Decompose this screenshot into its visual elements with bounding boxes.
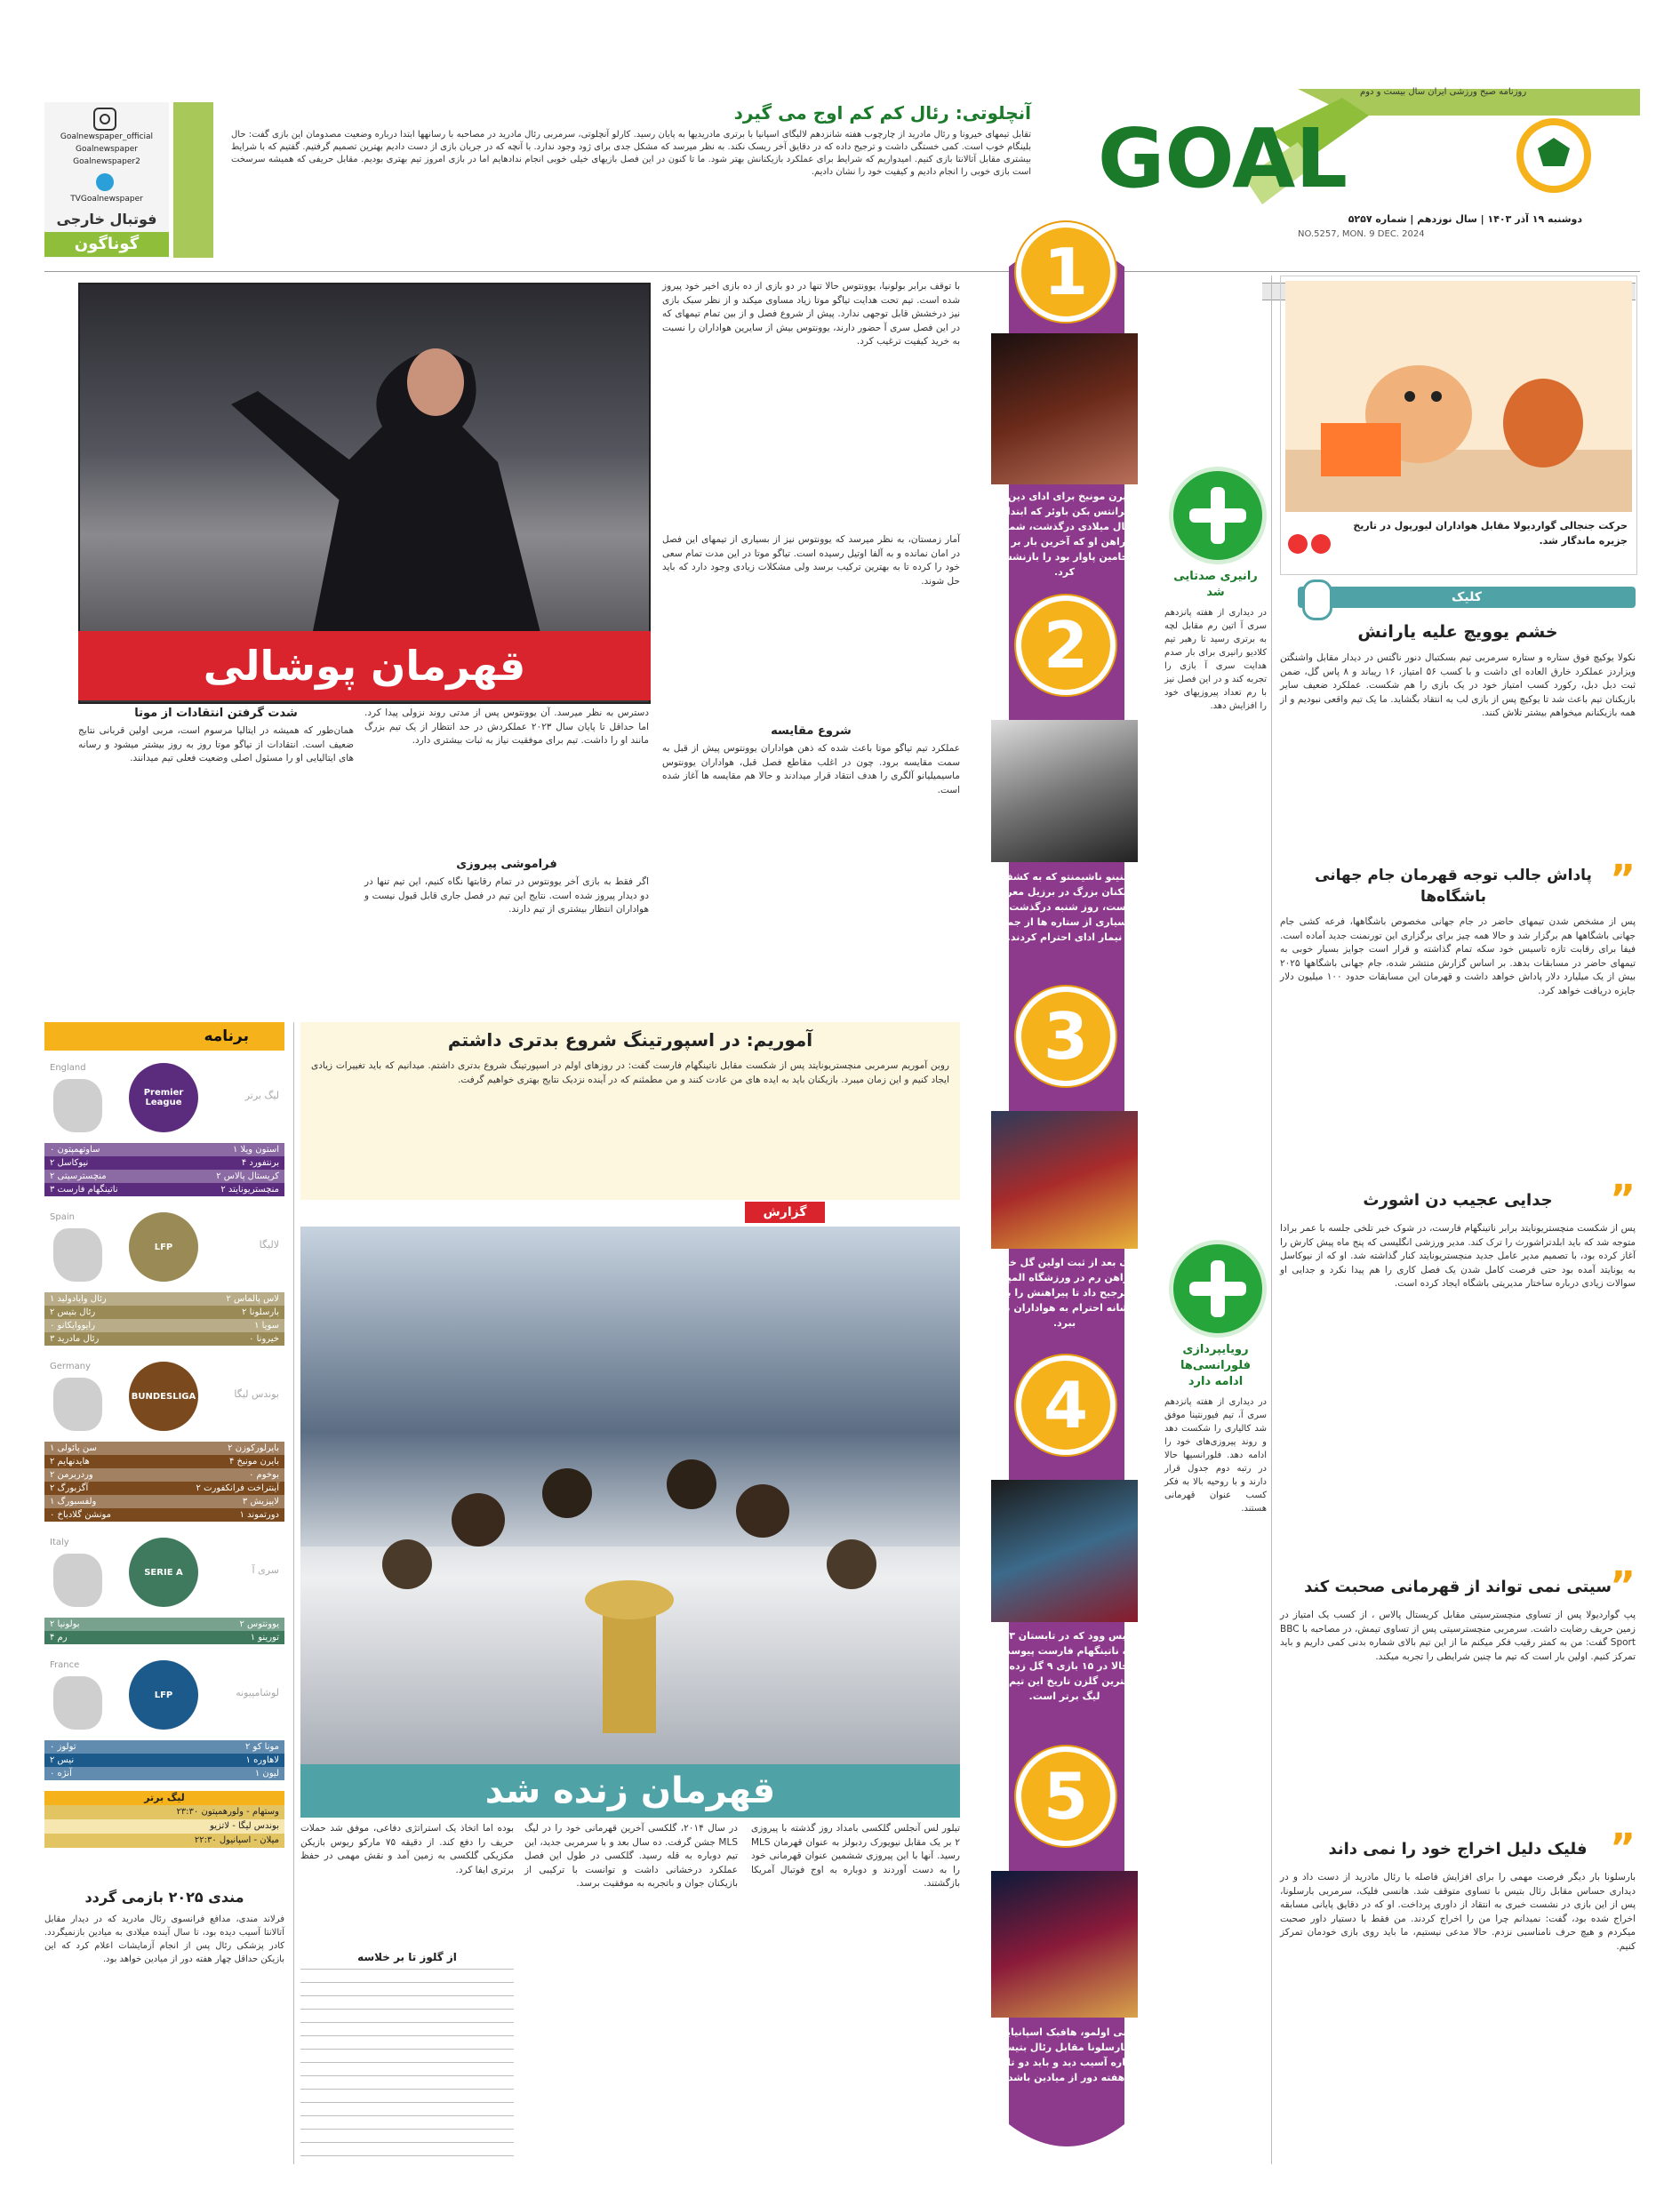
home-team: برنتفورد ۴ bbox=[241, 1158, 279, 1168]
logo-text: GOAL bbox=[1097, 111, 1348, 206]
league-badge-icon bbox=[129, 1538, 198, 1607]
story-body: بارسلونا بار دیگر فرصت مهمی را برای افزایش فاصله با رئال مادرید از دست داد و در دیداری حساس مقابل رئال بتیس با تساوی متوقف شد. هانسی فلیک، سرمربی بارسلونا، پس از این بازی در نشست خبری به انتقاد از داوری پرداخت. او که در دقایق پایانی مسابقه اخراج شده بود، گفت: نمیدانم چرا من را اخراج کردند. من فقط با دستیار داور صحبت میکردم و هیچ حرف نامناسبی نزدم. حالا مدعی نیستیم، ما باید روی بازی خودمان تمرکز کنیم. bbox=[1280, 1872, 1636, 1952]
cartoon-caption: حرکت جنجالی گواردیولا مقابل هواداران لیورپول در تاریخ جزیره ماندگار شد. bbox=[1353, 520, 1628, 547]
cartoon-drawing bbox=[1285, 281, 1632, 512]
home-team: بایرلورکوزن ۲ bbox=[228, 1443, 279, 1453]
league-country: England bbox=[50, 1063, 86, 1073]
story-title: سیتی نمی تواند از قهرمانی صحبت کند bbox=[1304, 1578, 1612, 1596]
result-row bbox=[44, 1631, 284, 1644]
country-map-icon bbox=[53, 1378, 102, 1431]
sporting-headline: آموریم: در اسپورتینگ شروع بدتری داشتم bbox=[447, 1029, 813, 1051]
photo bbox=[991, 1871, 1138, 2018]
coach-silhouette bbox=[80, 284, 649, 640]
home-team: خیرونا ۰ bbox=[249, 1334, 279, 1344]
story-title: جدایی عجیب دن اشورث bbox=[1363, 1191, 1553, 1210]
result-row bbox=[44, 1754, 284, 1767]
photo-caption: دنی اولمو، هافبک اسپانیایی بارسلونا مقابل رئال بتیس دوباره آسیب دید و باید دو تا سه هفته دور از میادین باشد. bbox=[988, 2026, 1141, 2083]
numbers-column bbox=[973, 222, 1160, 2169]
photo bbox=[991, 1480, 1138, 1622]
number-badge: 4 bbox=[1016, 1355, 1116, 1455]
fixture-row: میلان - اسپانیول ۲۲:۳۰ bbox=[44, 1834, 284, 1848]
country-map-icon bbox=[53, 1554, 102, 1607]
away-team: رم ۴ bbox=[50, 1633, 68, 1642]
league-persian-name: لیگ برتر bbox=[244, 1090, 279, 1101]
section-name-1: فوتبال خارجی bbox=[56, 211, 157, 228]
league-country: Italy bbox=[50, 1538, 69, 1547]
fixtures-title: لیگ برتر bbox=[44, 1791, 284, 1805]
story-title: پاداش جالب توجه قهرمان جام جهانی باشگاه‌ها bbox=[1315, 867, 1592, 906]
league-badge-icon bbox=[129, 1660, 198, 1730]
result-row bbox=[44, 1495, 284, 1508]
away-team: سن پائولی ۱ bbox=[50, 1443, 97, 1453]
photo-caption: کوک بعد از ثبت اولین گل خود با پیراهن رم در ورزشگاه المپیکو ترجیح داد تا پیراهنش را به نشانه احترام به هواداران بالا ببرد. bbox=[988, 1257, 1141, 1329]
country-map-icon bbox=[53, 1228, 102, 1282]
story-body: پس از مشخص شدن تیمهای حاضر در جام جهانی مخصوص باشگاهها، فرعه کشی جام جهانی باشگاهها هم برگزار شد و حالا همه چیز برای برگزاری این تورنمنت جدید آماده است. فیفا برای رقابت تازه تاسیس خود سکه تمام گذاشته و قرار است جوایز بسیار خوبی به تیمهای حاضر در مسابقات بدهد. بر اساس گزارش منتشر شده، جام جهانی باشگاهها ۲۰۲۵ بیش از یک میلیارد دلار پاداش خواهد داشت و قهرمان این مسابقات حدود ۱۰۰ میلیون دلار جایزه دریافت خواهد کرد. bbox=[1280, 916, 1636, 996]
result-row bbox=[44, 1292, 284, 1306]
away-team: آنژه ۰ bbox=[50, 1769, 72, 1778]
report-tag bbox=[745, 1202, 825, 1223]
home-team: سویا ۱ bbox=[254, 1321, 279, 1331]
away-team: وردربرمن ۲ bbox=[50, 1470, 93, 1480]
plus-column bbox=[1164, 276, 1267, 2164]
photo bbox=[991, 1111, 1138, 1249]
home-team: بوخوم ۰ bbox=[248, 1470, 279, 1480]
cartoon bbox=[1280, 276, 1637, 575]
quote-icon: ” bbox=[1610, 857, 1636, 902]
league-header bbox=[44, 1203, 284, 1292]
league-badge-icon bbox=[129, 1063, 198, 1132]
result-row bbox=[44, 1455, 284, 1468]
league-badge-label: LFP bbox=[154, 1242, 173, 1252]
galaxy-body-lines bbox=[300, 1969, 514, 2160]
league-country: Spain bbox=[50, 1212, 75, 1222]
home-team: منچستریونایتد ۲ bbox=[220, 1185, 279, 1195]
country-map-icon bbox=[53, 1676, 102, 1730]
league-country: France bbox=[50, 1660, 80, 1670]
photo bbox=[991, 720, 1138, 862]
away-team: منچسترسیتی ۲ bbox=[50, 1171, 107, 1181]
story-title: خشم یوویچ علیه یارانش bbox=[1357, 622, 1558, 642]
home-team: بایرن مونیخ ۴ bbox=[229, 1457, 279, 1467]
result-row bbox=[44, 1508, 284, 1522]
sporting-body: روبن آموریم سرمربی منچستریونایتد پس از شکست مقابل ناتینگهام فارست گفت: در روزهای اولم در اسپورتینگ شروع بدتری داشتم. میدانیم که باید تغییرات زیادی ایجاد کنیم و این زمان میبرد. بازیکنان باید به ایده های من عادت کنند و من مطمئنم که در آینده نزدیک نتایج بهتری خواهیم گرفت. bbox=[311, 1060, 949, 1085]
league-block bbox=[44, 1529, 284, 1644]
league-badge-label: Premier League bbox=[143, 1088, 184, 1107]
program-header bbox=[44, 1022, 284, 1051]
league-header bbox=[44, 1529, 284, 1618]
plus-body: در دیداری از هفته پانزدهم سری آ، تیم فیورنتینا موفق شد کالیاری را شکست دهد و روند پیروزی‌های خود را ادامه دهد. فلورانسیها حالا در رتبه دوم جدول قرار دارند و با روحیه بالا به فکر کسب عنوان قهرمانی هستند. bbox=[1164, 1397, 1267, 1514]
home-team: استون ویلا ۱ bbox=[233, 1145, 279, 1155]
story-body: نکولا یوکیچ فوق ستاره و ستاره سرمربی تیم بسکتبال دنور ناگتس در دیدار مقابل واشنگتن ویزاردز عملکرد خارق العاده ای داشت و با کسب ۵۶ امتیاز، ۱۶ ریباند و ۸ پاس گل، ضمن ثبت دبل دبل، رکورد کسب امتیاز خود در یک بازی را هم شکست. عملکرد ضعیف سایر بازیکنان تیم باعث شد تا یوکیچ پس از بازی لب به انتقاد بگشاید. ما یک تیم واقعی نبودیم و از همه بازیکنانم میخواهم بیشتر تلاش کنند. bbox=[1280, 652, 1636, 718]
juve-body: همان‌طور که همیشه در ایتالیا مرسوم است، مربی اولین قربانی نتایج ضعیف است. انتقادات از تیاگو موتا روز به روز بیشتر میشود و رسانه های ایتالیایی او را مسئول اصلی وضعیت فعلی تیم میدانند. bbox=[78, 725, 354, 763]
home-team: کریستال پالاس ۲ bbox=[216, 1171, 279, 1181]
juve-body: اگر فقط به بازی آخر یوونتوس در تمام رقابتها نگاه کنیم، این تیم تنها در دو دیدار پیروز شده است. نتایج این تیم در فصل جاری قابل قبول نیست و هواداران انتظار بیشتری از تیم دارند. bbox=[364, 876, 649, 915]
league-header bbox=[44, 1651, 284, 1740]
away-team: رئال مادرید ۳ bbox=[50, 1334, 100, 1344]
away-team: بولونیا ۲ bbox=[50, 1619, 80, 1629]
home-team: یوونتوس ۲ bbox=[239, 1619, 279, 1629]
fixture-row: بوندس لیگا - لاتزیو bbox=[44, 1819, 284, 1834]
instagram-handle[interactable]: Goalnewspaper_official bbox=[60, 132, 154, 141]
league-block bbox=[44, 1203, 284, 1346]
right-column bbox=[1280, 618, 1636, 2164]
away-team: نیوکاسل ۲ bbox=[50, 1158, 89, 1168]
story-title: فلیک دلیل اخراج خود را نمی داند bbox=[1328, 1840, 1588, 1858]
result-row bbox=[44, 1442, 284, 1455]
instagram-handle-2[interactable]: Goalnewspaper bbox=[76, 145, 138, 154]
plus-body: در دیداری از هفته پانزدهم سری آ اتین رم مقابل لچه به برتری رسید تا رهبر تیم کلادیو رانیری برای بار صدم هدایت سری آ بازی را تجربه کند و در این فصل نیز با رم تعداد پیروزیهای خود را افزایش دهد. bbox=[1164, 608, 1267, 711]
galaxy-headline-bar bbox=[300, 1764, 960, 1818]
number-badge: 1 bbox=[1016, 222, 1116, 322]
league-block bbox=[44, 1353, 284, 1522]
home-team: لاس پالماس ۲ bbox=[226, 1294, 279, 1304]
plus-title: رانیری صدتایی شد bbox=[1173, 570, 1258, 599]
plus-title: رویایپردازی فلورانسی‌ها ادامه دارد bbox=[1180, 1343, 1252, 1388]
divider bbox=[44, 271, 1640, 272]
result-row bbox=[44, 1618, 284, 1631]
juve-body: عملکرد تیم تیاگو موتا باعث شده که ذهن هواداران یوونتوس پیش از قبل به سمت مقایسه برود. چون در اغلب مقاطع فصل قبل، هواداران یوونتوس ماسیمیلیانو آلگری را هدف انتقاد قرار میدادند و حالا هم مقایسه ها آغاز شده است. bbox=[662, 743, 960, 795]
league-badge-icon bbox=[129, 1362, 198, 1431]
date-en: NO.5257, MON. 9 DEC. 2024 bbox=[1298, 229, 1425, 239]
juve-subhead: فراموشی پیروزی bbox=[456, 858, 557, 871]
photo-caption: پنینو ناشیمنتو که به کشف بازیکنان بزرگ در برزیل معروف است، روز شنبه درگذشت و بسیاری از ستاره ها از جمله نیمار ادای احترام کردند. bbox=[988, 871, 1140, 943]
juve-body: با توقف برابر بولونیا، یوونتوس حالا تنها در دو بازی از ده بازی اخیر خود پیروز شده است. تیم تحت هدایت تیاگو موتا زیاد مساوی میکند و از نظر سبک بازی نیز درخشش قابل توجهی ندارد. پیش از شروع فصل و از بین تمام تیمهای که در این فصل سری آ حضور دارند، یوونتوس بیش از سایرین هواداران را نسبت به خرید کیفیت ترغیب کرد. bbox=[662, 281, 960, 347]
league-badge-icon bbox=[129, 1212, 198, 1282]
telegram-icon[interactable] bbox=[96, 173, 114, 191]
logo bbox=[1097, 102, 1616, 209]
number-badge: 2 bbox=[1016, 595, 1116, 695]
galaxy-body: بوده اما اتخاذ یک استراتژی دفاعی، موفق شد حملات حریف را دفع کند. از دقیقه ۷۵ مارکو ریوس بازیکن مکزیکی گلکسی به زمین آمد و نقش مهمی در حفظ برتری ایفا کرد. bbox=[300, 1823, 514, 1875]
report-label: گزارش bbox=[763, 1205, 807, 1219]
away-team: نیس ۲ bbox=[50, 1755, 75, 1765]
home-team: مونا کو ۲ bbox=[244, 1742, 279, 1752]
story-body: پپ گواردیولا پس از تساوی منچسترسیتی مقابل کریستال پالاس ، از کسب یک امتیاز در زمین حریف رضایت داشت. سرمربی منچسترسیتی پس از تساوی تیمش، در مصاحبه با BBC Sport گفت: من به کمتر رقیب فکر میکنم ما از این تیم بالای شماره بدنی کمی داریم و باید تمرکز کنیم. اولین بار است که تیم ما چنین شرایطی را تجربه میکند. bbox=[1280, 1610, 1636, 1662]
home-team: لاهاوره ۱ bbox=[245, 1755, 279, 1765]
league-block bbox=[44, 1054, 284, 1196]
away-team: ساوتهمپتون ۰ bbox=[50, 1145, 100, 1155]
away-team: هایدنهایم ۲ bbox=[50, 1457, 90, 1467]
galaxy-body: در سال ۲۰۱۴، گلکسی آخرین قهرمانی خود را در لیگ MLS جشن گرفت. ده سال بعد و با سرمربی جدید، این تیم دوباره به قله رسید. گلکسی در طول این فصل عملکرد درخشانی داشت و توانست با ترکیبی از بازیکنان جوان و باتجربه به موفقیت برسد. bbox=[524, 1823, 738, 1889]
top-story-title: آنچلوتی: رئال کم کم اوج می گیرد bbox=[733, 102, 1031, 124]
home-team: دورتموند ۱ bbox=[239, 1510, 279, 1520]
result-row bbox=[44, 1183, 284, 1196]
juve-subhead: شدت گرفتن انتقادات از موتا bbox=[134, 707, 298, 720]
away-team: تولوز ۰ bbox=[50, 1742, 76, 1752]
instagram-handle-3[interactable]: Goalnewspaper2 bbox=[73, 157, 140, 166]
number-badge: 5 bbox=[1016, 1746, 1116, 1846]
date-line: دوشنبه ۱۹ آذر ۱۴۰۳ | سال نوزدهم | شماره ۵۲۵۷ bbox=[1348, 213, 1582, 225]
league-persian-name: لالیگا bbox=[259, 1239, 279, 1251]
mouse-icon bbox=[1302, 579, 1332, 620]
juve-headline: قهرمان پوشالی bbox=[203, 642, 526, 690]
league-persian-name: سری آ bbox=[252, 1564, 279, 1576]
home-team: لیون ۱ bbox=[254, 1769, 279, 1778]
section-tab bbox=[44, 102, 213, 258]
plus-icon bbox=[1169, 1240, 1267, 1338]
juve-subhead: شروع مقایسه bbox=[771, 724, 852, 738]
league-header bbox=[44, 1054, 284, 1143]
home-team: بارسلونا ۲ bbox=[242, 1307, 279, 1317]
galaxy-headline: قهرمان زنده شد bbox=[484, 1770, 776, 1811]
fixtures bbox=[44, 1791, 284, 1880]
away-team: ولفسبورگ ۱ bbox=[50, 1497, 97, 1507]
divider bbox=[293, 1022, 294, 2164]
league-header bbox=[44, 1353, 284, 1442]
away-team: رئال بتیس ۲ bbox=[50, 1307, 96, 1317]
away-team: آگزبورگ ۲ bbox=[50, 1483, 89, 1493]
section-ribbon bbox=[173, 102, 213, 258]
sporting-box bbox=[300, 1022, 960, 1200]
home-team: آینتراخت فرانکفورت ۲ bbox=[196, 1483, 279, 1493]
mondi-headline: مندی ۲۰۲۵ بازمی گردد bbox=[84, 1889, 244, 1906]
social-panel bbox=[44, 102, 169, 258]
result-row bbox=[44, 1170, 284, 1183]
result-row bbox=[44, 1306, 284, 1319]
result-row bbox=[44, 1319, 284, 1332]
galaxy-subhead: از گلوز تا بر خلاسه bbox=[357, 1951, 457, 1963]
juve-headline-bar bbox=[78, 631, 651, 700]
league-badge-label: LFP bbox=[154, 1690, 173, 1700]
league-block bbox=[44, 1651, 284, 1780]
result-row bbox=[44, 1482, 284, 1495]
program-label: برنامه bbox=[204, 1027, 249, 1045]
divider bbox=[1271, 276, 1272, 2164]
league-badge-label: SERIE A bbox=[144, 1567, 183, 1578]
juve-body: دسترس به نظر میرسد. آن یوونتوس پس از مدتی روند نزولی پیدا کرد. اما حداقل تا پایان سال ۲۰۲۳ عملکردش در حد انتظار از یک تیم بزرگ مانند او را داشت. تیم برای موفقیت نیاز به ثبات بیشتری دارد. bbox=[364, 707, 649, 746]
result-row bbox=[44, 1332, 284, 1346]
away-team: ناتینگهام فارست ۳ bbox=[50, 1185, 118, 1195]
league-country: Germany bbox=[50, 1362, 91, 1371]
plus-icon bbox=[1169, 467, 1267, 564]
country-map-icon bbox=[53, 1079, 102, 1132]
home-team: لایپزیش ۳ bbox=[242, 1497, 279, 1507]
result-row bbox=[44, 1156, 284, 1170]
fixture-row: وستهام - ولورهمپتون ۲۳:۳۰ bbox=[44, 1805, 284, 1819]
quote-icon: ” bbox=[1610, 1177, 1636, 1222]
quote-icon: ” bbox=[1610, 1563, 1636, 1609]
result-row bbox=[44, 1468, 284, 1482]
home-team: تورینو ۱ bbox=[250, 1633, 279, 1642]
photo-caption: کریس وود که در تابستان ۲۰۲۳ به ناتینگهام فارست پیوست، حالا در ۱۵ بازی ۹ گل زده و بهترین گلزن تاریخ این تیم در لیگ برتر است. bbox=[991, 1630, 1138, 1702]
mondi-body: فرلاند مندی، مدافع فرانسوی رئال مادرید که در دیدار مقابل آتالانتا آسیب دیده بود، تا سال آینده میلادی به میادین بازنمیگردد. کادر پزشکی رئال پس از انجام آزمایشات اعلام کرد که این بازیکن حداقل چهار هفته دور از میادین خواهد بود. bbox=[44, 1914, 284, 1964]
league-persian-name: لوشامپیونه bbox=[236, 1687, 279, 1698]
number-badge: 3 bbox=[1016, 987, 1116, 1086]
emoji-icon-2 bbox=[1311, 534, 1331, 554]
top-story-body: تقابل تیمهای خیرونا و رئال مادرید از چارچوب هفته شانزدهم لالیگای اسپانیا با برتری مادریدیها به پایان رسید. کارلو آنچلوتی، سرمربی رئال مادرید در مصاحبه با رسانهها ابتدا درباره وضعیت مصدومان این بازی گفت: حال بلینگام خوب است. کمی خستگی داشت و ترجیح داده که در دقایق آخر ریسک نکند. به نظر میرسد که مشکل جدی برای ژود وجود ندارد. با آنچه که در جریان بازی از دست دادیم بهترین تصمیم گرفتیم. گفتیم که با شرایط بیشتری مقابل آتالانتا بازی کنیم. امیدواریم که شرایط برای عملکرد بازیکنانش بهتر شود. ما تا کنون در این فصل بازیهای خیلی خوبی انجام ندادهایم اما در بازی امروز تیم بهتری بودیم. مقابل حریفی که همیشه سرسخت است بازی خوبی را انجام دادیم و کیفیت خود را نشان دادیم. bbox=[231, 130, 1031, 177]
juve-body: آمار زمستان، به نظر میرسد که یوونتوس نیز از بسیاری از تیمهای این فصل در امان نمانده و به آلفا اوتیل رسیده است. تیاگو موتا در این مدت تمام سعی خود را کرده تا به بهترین ترکیب برسد ولی مشکلات زیادی وجود دارد که باید حل شوند. bbox=[662, 534, 960, 587]
telegram-handle[interactable]: TVGoalnewspaper bbox=[70, 195, 143, 204]
away-team: رایووایکانو ۰ bbox=[50, 1321, 96, 1331]
instagram-icon[interactable] bbox=[93, 108, 116, 131]
league-badge-label: BUNDESLIGA bbox=[131, 1391, 196, 1402]
click-label: کلیک bbox=[1452, 590, 1482, 604]
photo-caption: بایرن مونیخ برای ادای دین به فرانتس بکن باوئر که ابتدای سال میلادی درگذشت، شماره پیراهن او که آخرین بار بر تن بنجامین پاوار بود را بازنشسته کرد. bbox=[992, 491, 1137, 578]
section-name-2: گوناگون bbox=[44, 232, 169, 257]
story-body: پس از شکست منچستریونایتد برابر ناتینگهام فارست، در شوک خبر تلخی جلسه با عمر برادا متوجه شد که باید ابلدتراشورث را ترک کند. مدیر ورزشی انگلیسی که پنج ماه پیش کارش را آغاز کرده بود، با تصمیم مدیر عامل جدید منچستریونایتد کنار گذاشته شد. او که از نیوکاسل به یونایتد آمده بود حتی فرصت کامل شدن یک فصل کاری را هم پیدا نکرد و جدایی او سوالات زیادی درباره ساختار مدیریتی باشگاه ایجاد کرده است. bbox=[1280, 1223, 1636, 1289]
emoji-icon bbox=[1288, 534, 1308, 554]
result-row bbox=[44, 1767, 284, 1780]
league-persian-name: بوندس لیگا bbox=[234, 1388, 279, 1400]
quote-icon: ” bbox=[1610, 1826, 1636, 1871]
top-story bbox=[222, 102, 1040, 269]
galaxy-photo bbox=[300, 1227, 960, 1813]
away-team: مونشن گلادباخ ۰ bbox=[50, 1510, 112, 1520]
photo bbox=[991, 333, 1138, 484]
click-bar bbox=[1298, 587, 1636, 608]
result-row bbox=[44, 1143, 284, 1156]
newspaper-tagline: روزنامه صبح ورزشی ایران سال بیست و دوم bbox=[1360, 87, 1527, 97]
galaxy-body: تیلور لس آنجلس گلکسی بامداد روز گذشته با پیروزی ۲ بر یک مقابل نیویورک ردبولز به عنوان قهرمان MLS رسید. آنها با این پیروزی ششمین عنوان قهرمانی خود را به دست آوردند و دوباره به اوج فوتبال آمریکا بازگشتند. bbox=[751, 1823, 960, 1889]
away-team: رئال وایادولید ۱ bbox=[50, 1294, 107, 1304]
trophy-celebration bbox=[300, 1227, 960, 1813]
league-list bbox=[44, 1054, 284, 1898]
result-row bbox=[44, 1740, 284, 1754]
